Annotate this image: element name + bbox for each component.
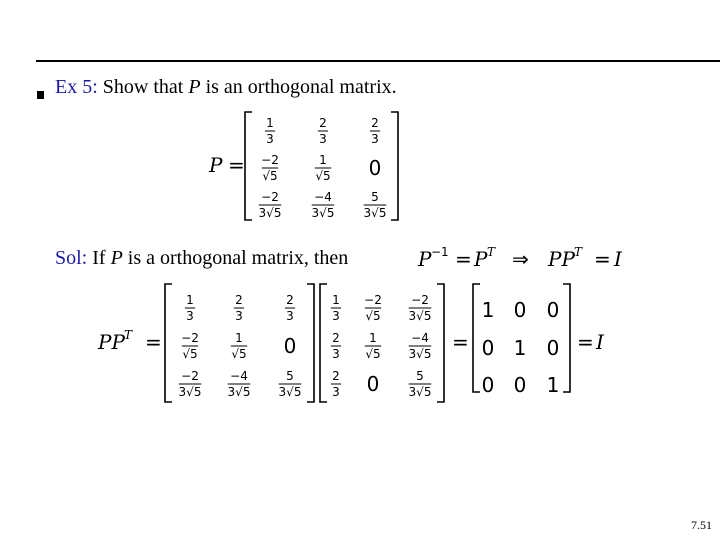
inverse-exponent: −1 bbox=[431, 245, 449, 259]
fraction-numerator: −2 bbox=[364, 293, 382, 307]
fraction-denominator: 3 bbox=[332, 309, 340, 323]
fraction-denominator: 3√5 bbox=[408, 309, 432, 323]
fraction-denominator: √5 bbox=[315, 169, 331, 183]
example-label: Ex 5: bbox=[55, 76, 98, 98]
transpose-exponent: T bbox=[124, 328, 133, 342]
equals-sign: = bbox=[594, 247, 611, 271]
fraction-numerator: 5 bbox=[416, 369, 424, 383]
fraction-numerator: −4 bbox=[411, 331, 429, 345]
matrix-entry: 0 bbox=[513, 298, 527, 322]
fraction-denominator: 3√5 bbox=[178, 385, 202, 399]
matrix-right-bracket bbox=[563, 284, 570, 392]
equals-sign: = bbox=[228, 153, 245, 177]
fraction-numerator: 1 bbox=[235, 331, 243, 345]
fraction-numerator: −2 bbox=[181, 331, 199, 345]
fraction-numerator: 2 bbox=[286, 293, 294, 307]
fraction-denominator: 3 bbox=[186, 309, 194, 323]
fraction-denominator: 3 bbox=[266, 132, 274, 146]
matrix-entry: 0 bbox=[283, 334, 297, 358]
solution-text-pre: If bbox=[92, 247, 111, 269]
fraction-numerator: 1 bbox=[186, 293, 194, 307]
page-number: 7.51 bbox=[691, 518, 712, 532]
equals-sign: = bbox=[145, 330, 162, 354]
transpose-exponent: T bbox=[487, 245, 496, 259]
example-variable: P bbox=[188, 76, 201, 98]
fraction-numerator: −2 bbox=[411, 293, 429, 307]
fraction-numerator: −2 bbox=[181, 369, 199, 383]
matrix-entry: 0 bbox=[481, 373, 495, 397]
fraction-numerator: −4 bbox=[230, 369, 248, 383]
fraction-denominator: 3 bbox=[371, 132, 379, 146]
fraction-denominator: 3 bbox=[332, 347, 340, 361]
matrix-entry: 1 bbox=[481, 298, 495, 322]
fraction-denominator: 3 bbox=[332, 385, 340, 399]
fraction-denominator: 3 bbox=[235, 309, 243, 323]
ppt-lhs: PP bbox=[98, 330, 125, 354]
example-text-post: is an orthogonal matrix. bbox=[200, 76, 397, 98]
fraction-denominator: 3√5 bbox=[227, 385, 251, 399]
fraction-denominator: 3 bbox=[286, 309, 294, 323]
matrix-left-bracket bbox=[165, 284, 172, 402]
fraction-denominator: 3√5 bbox=[278, 385, 302, 399]
fraction-denominator: 3√5 bbox=[311, 206, 335, 220]
matrix-right-bracket bbox=[437, 284, 444, 402]
fraction-numerator: −2 bbox=[261, 153, 279, 167]
fraction-denominator: 3√5 bbox=[408, 347, 432, 361]
fraction-numerator: 1 bbox=[266, 116, 274, 130]
fraction-numerator: 5 bbox=[371, 190, 379, 204]
matrix-entry: 1 bbox=[546, 373, 560, 397]
matrix-entry: 0 bbox=[546, 336, 560, 360]
matrix-entry: 0 bbox=[368, 156, 382, 180]
matrix-right-bracket bbox=[391, 112, 398, 220]
fraction-denominator: 3√5 bbox=[258, 206, 282, 220]
equals-sign: = bbox=[577, 330, 594, 354]
solution-text-post: is a orthogonal matrix, then bbox=[122, 247, 349, 269]
fraction-numerator: 1 bbox=[369, 331, 377, 345]
identity-symbol: I bbox=[614, 247, 622, 271]
matrix-left-bracket bbox=[473, 284, 480, 392]
fraction-numerator: 2 bbox=[371, 116, 379, 130]
fraction-numerator: 1 bbox=[319, 153, 327, 167]
fraction-numerator: 1 bbox=[332, 293, 340, 307]
solution-variable: P bbox=[110, 247, 123, 269]
fraction-denominator: √5 bbox=[365, 309, 381, 323]
matrix-right-bracket bbox=[307, 284, 314, 402]
fraction-denominator: √5 bbox=[231, 347, 247, 361]
fraction-denominator: √5 bbox=[365, 347, 381, 361]
fraction-numerator: −2 bbox=[261, 190, 279, 204]
matrix-entry: 0 bbox=[513, 373, 527, 397]
fraction-numerator: −4 bbox=[314, 190, 332, 204]
matrix-left-bracket bbox=[320, 284, 327, 402]
matrix-entry: 0 bbox=[546, 298, 560, 322]
fraction-denominator: √5 bbox=[262, 169, 278, 183]
matrix-entry: 0 bbox=[366, 372, 380, 396]
p-inverse-base: P bbox=[418, 247, 432, 271]
fraction-denominator: 3√5 bbox=[408, 385, 432, 399]
identity-result: I bbox=[596, 330, 604, 354]
fraction-numerator: 5 bbox=[286, 369, 294, 383]
equals-sign: = bbox=[455, 247, 472, 271]
matrix-entry: 1 bbox=[513, 336, 527, 360]
fraction-numerator: 2 bbox=[332, 369, 340, 383]
matrix-left-bracket bbox=[245, 112, 252, 220]
implies-arrow-icon: ⇒ bbox=[512, 247, 529, 271]
matrix-entry: 0 bbox=[481, 336, 495, 360]
p-symbol: P bbox=[209, 153, 223, 177]
fraction-numerator: 2 bbox=[332, 331, 340, 345]
fraction-denominator: 3√5 bbox=[363, 206, 387, 220]
p-transpose-base: P bbox=[474, 247, 488, 271]
equals-sign: = bbox=[452, 330, 469, 354]
fraction-denominator: 3 bbox=[319, 132, 327, 146]
fraction-numerator: 2 bbox=[319, 116, 327, 130]
transpose-exponent: T bbox=[574, 245, 583, 259]
solution-label: Sol: bbox=[55, 247, 88, 269]
example-text-pre: Show that bbox=[102, 76, 189, 98]
fraction-numerator: 2 bbox=[235, 293, 243, 307]
fraction-denominator: √5 bbox=[182, 347, 198, 361]
ppt-base: PP bbox=[548, 247, 575, 271]
